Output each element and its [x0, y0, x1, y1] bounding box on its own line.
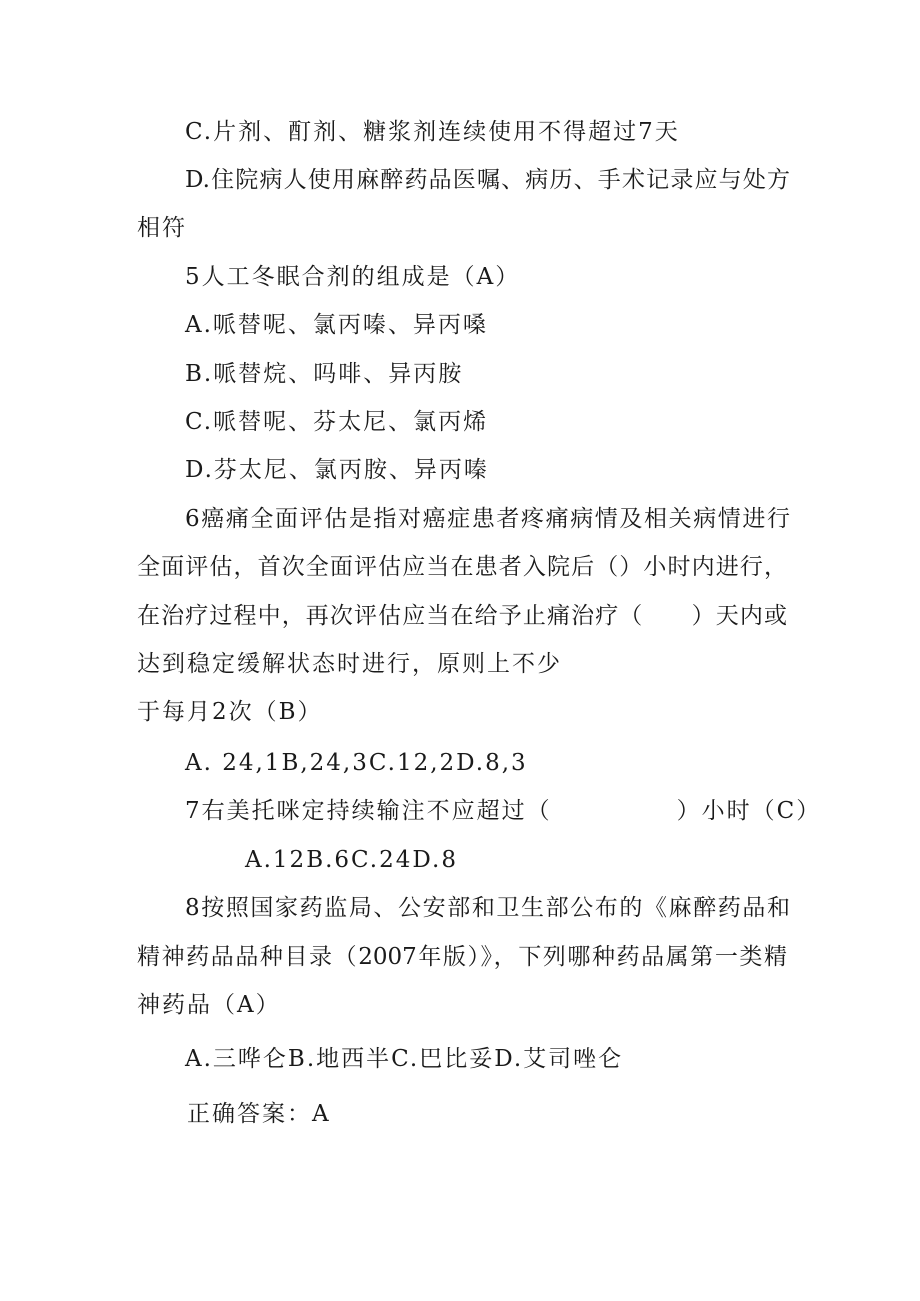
- q5-option-b: B.哌替烷、吗啡、异丙胺: [185, 361, 464, 387]
- question-7: 7右美托咪定持续输注不应超过（ ）小时（C）: [185, 798, 822, 824]
- q8-options: A.三哗仑B.地西半C.巴比妥D.艾司唑仑: [185, 1046, 624, 1072]
- q6-options: A. 24,1B,24,3C.12,2D.8,3: [185, 750, 528, 776]
- q5-option-c: C.哌替呢、芬太尼、氯丙烯: [185, 409, 489, 435]
- option-c-tablets: C.片剂、酊剂、糖浆剂连续使用不得超过7天: [185, 119, 680, 145]
- q5-option-a: A.哌替呢、氯丙嗪、异丙嗓: [185, 312, 488, 338]
- question-8-line-1: 8按照国家药监局、公安部和卫生部公布的《麻醉药品和: [185, 895, 790, 921]
- question-6-line-4: 达到稳定缓解状态时进行，原则上不少: [137, 651, 562, 677]
- question-6-line-1: 6癌痛全面评估是指对癌症患者疼痛病情及相关病情进行: [185, 506, 790, 532]
- correct-answer: 正确答案：A: [187, 1101, 331, 1127]
- question-8-line-3: 神药品（A）: [137, 992, 281, 1018]
- question-6-line-2: 全面评估，首次全面评估应当在患者入院后（）小时内进行，: [137, 554, 787, 580]
- question-5: 5人工冬眠合剂的组成是（A）: [185, 264, 521, 290]
- question-8-line-2: 精神药品品种目录（2007年版）》，下列哪种药品属第一类精: [137, 944, 787, 970]
- question-6-line-3: 在治疗过程中，再次评估应当在给予止痛治疗（ ）天内或: [137, 603, 787, 629]
- q7-options: A.12B.6C.24D.8: [245, 847, 458, 873]
- q5-option-d: D.芬太尼、氯丙胺、异丙嗪: [185, 457, 489, 483]
- option-d-inpatient: D.住院病人使用麻醉药品医嘱、病历、手术记录应与处方: [185, 167, 790, 193]
- option-d-continuation: 相符: [137, 215, 187, 241]
- question-6-line-5: 于每月2次（B）: [137, 699, 323, 725]
